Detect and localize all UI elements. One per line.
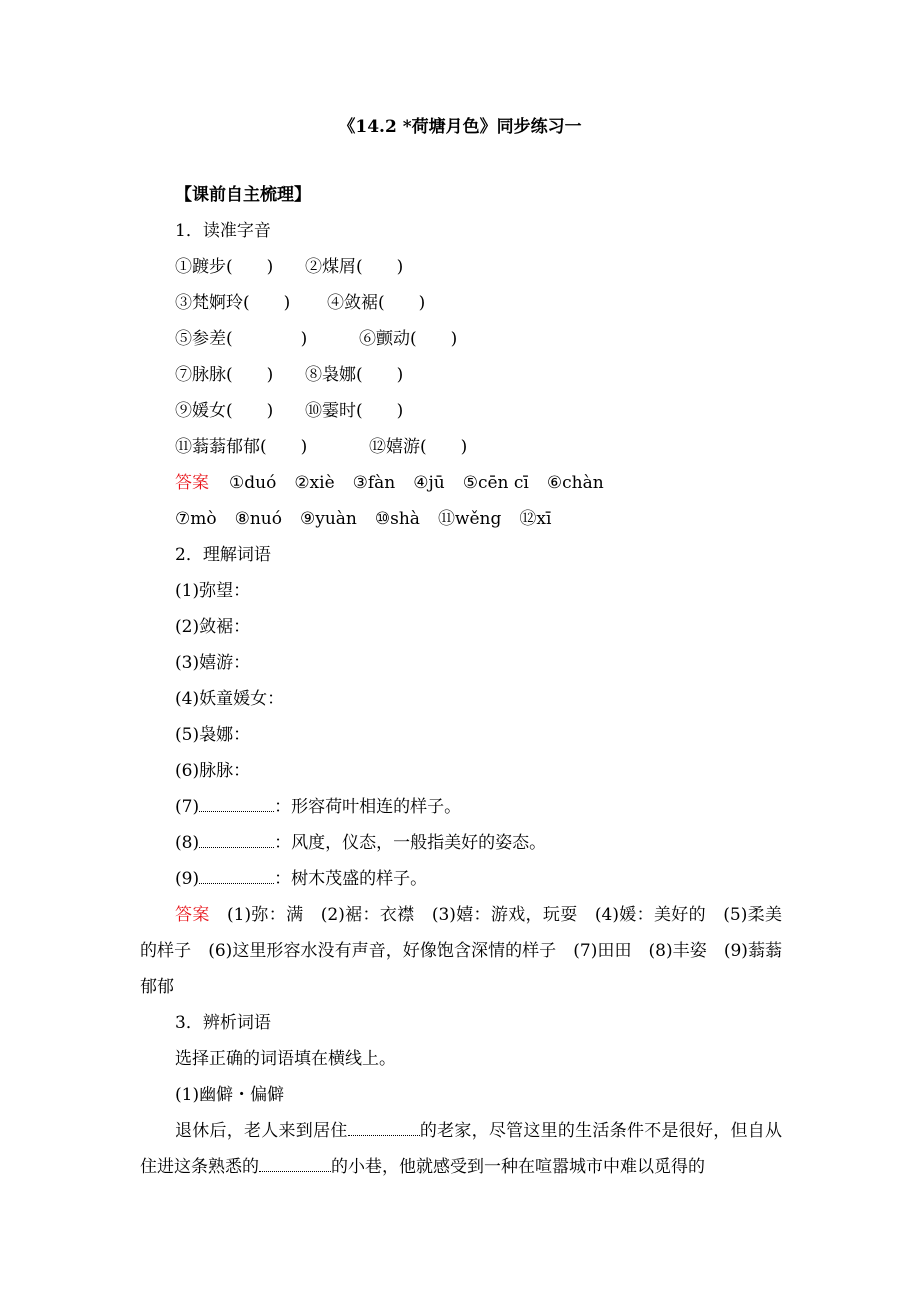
vocab-blank-item xyxy=(140,861,782,897)
pinyin-answer: ⑩shà xyxy=(374,509,420,529)
pinyin-item: ⑥颤动( ) xyxy=(359,329,458,349)
item-number: (9) xyxy=(175,869,200,889)
question-1-answer-line-2 xyxy=(140,501,782,537)
fill-blank[interactable] xyxy=(199,861,274,884)
pinyin-item: ⑫嬉游( ) xyxy=(369,437,468,457)
pinyin-answer: ④jū xyxy=(413,473,445,493)
pinyin-answer: ⑪wěng xyxy=(437,509,502,529)
pinyin-item: ③梵婀玲( ) xyxy=(175,293,291,313)
item-definition: ：形容荷叶相连的样子。 xyxy=(274,797,462,817)
pinyin-answer: ⑫xī xyxy=(519,509,552,529)
vocab-blank-item xyxy=(140,825,782,861)
pinyin-answer: ⑨yuàn xyxy=(299,509,357,529)
question-1-row xyxy=(140,249,782,285)
question-1-row xyxy=(140,285,782,321)
pinyin-answer: ⑦mò xyxy=(175,509,217,529)
question-1-answer-line-1 xyxy=(140,465,782,501)
pinyin-item: ⑤参差( ) xyxy=(175,329,308,349)
pinyin-answer: ⑧nuó xyxy=(234,509,282,529)
pinyin-item: ⑨媛女( ) xyxy=(175,401,274,421)
text-segment: 的小巷，他就感受到一种在喧嚣城市中难以觅得的 xyxy=(331,1157,705,1177)
fill-blank[interactable] xyxy=(199,825,274,848)
pinyin-answer: ⑤cēn cī xyxy=(462,473,529,493)
item-definition: ：风度，仪态，一般指美好的姿态。 xyxy=(274,833,547,853)
pinyin-item: ①踱步( ) xyxy=(175,257,274,277)
vocab-item: (4)妖童媛女： xyxy=(175,689,285,709)
text-segment: 退休后，老人来到居住 xyxy=(175,1121,348,1141)
fill-blank[interactable] xyxy=(348,1113,420,1136)
question-3-instruction: 选择正确的词语填在横线上。 xyxy=(175,1049,396,1069)
question-1-row xyxy=(140,357,782,393)
question-2-heading: 2．理解词语 xyxy=(175,545,271,565)
question-1-items xyxy=(140,249,782,465)
fill-blank[interactable] xyxy=(259,1149,331,1172)
question-1-row xyxy=(140,429,782,465)
vocab-item: (5)袅娜： xyxy=(175,725,251,745)
question-2-answer xyxy=(140,897,782,1005)
pinyin-item: ⑪蓊蓊郁郁( ) xyxy=(175,437,308,457)
pinyin-item: ⑩霎时( ) xyxy=(305,401,404,421)
item-definition: ：树木茂盛的样子。 xyxy=(274,869,428,889)
pinyin-item: ⑧袅娜( ) xyxy=(305,365,404,385)
question-3-sub1-text xyxy=(140,1113,782,1185)
vocab-item: (2)敛裾： xyxy=(175,617,251,637)
question-1-row xyxy=(140,393,782,429)
section-header: 【课前自主梳理】 xyxy=(175,185,311,205)
pinyin-answer: ①duó xyxy=(229,473,277,493)
item-number: (7) xyxy=(175,797,200,817)
answer-label: 答案 xyxy=(175,905,210,925)
item-number: (8) xyxy=(175,833,200,853)
question-1-row xyxy=(140,321,782,357)
question-1-heading: 1．读准字音 xyxy=(175,221,271,241)
vocab-item: (3)嬉游： xyxy=(175,653,251,673)
question-3-sub1-label: (1)幽僻・偏僻 xyxy=(175,1085,285,1105)
fill-blank[interactable] xyxy=(199,789,274,812)
question-3-heading: 3．辨析词语 xyxy=(175,1013,271,1033)
pinyin-item: ②煤屑( ) xyxy=(305,257,404,277)
question-2-items xyxy=(140,573,782,789)
text-segment: 的老家，尽管这里的生活条件不是很好，但自从住进这条熟悉的 xyxy=(140,1121,783,1177)
pinyin-answer: ③fàn xyxy=(352,473,396,493)
vocab-item: (6)脉脉： xyxy=(175,761,251,781)
pinyin-item: ⑦脉脉( ) xyxy=(175,365,274,385)
answer-text: (1)弥：满 (2)裾：衣襟 (3)嬉：游戏，玩耍 (4)媛：美好的 (5)柔美的样子 (6)这里形容水没有声音，好像饱含深情的样子 (7)田田 (8)丰姿 (9)蓊蓊郁郁 xyxy=(140,905,783,997)
page-title: 《14.2 *荷塘月色》同步练习一 xyxy=(338,117,582,137)
pinyin-item: ④敛裾( ) xyxy=(327,293,426,313)
pinyin-answer: ⑥chàn xyxy=(546,473,604,493)
pinyin-answer: ②xiè xyxy=(294,473,335,493)
answer-label: 答案 xyxy=(175,473,209,493)
question-2-blank-items xyxy=(140,789,782,897)
document-body xyxy=(140,177,782,1185)
vocab-item: (1)弥望： xyxy=(175,581,251,601)
vocab-blank-item xyxy=(140,789,782,825)
